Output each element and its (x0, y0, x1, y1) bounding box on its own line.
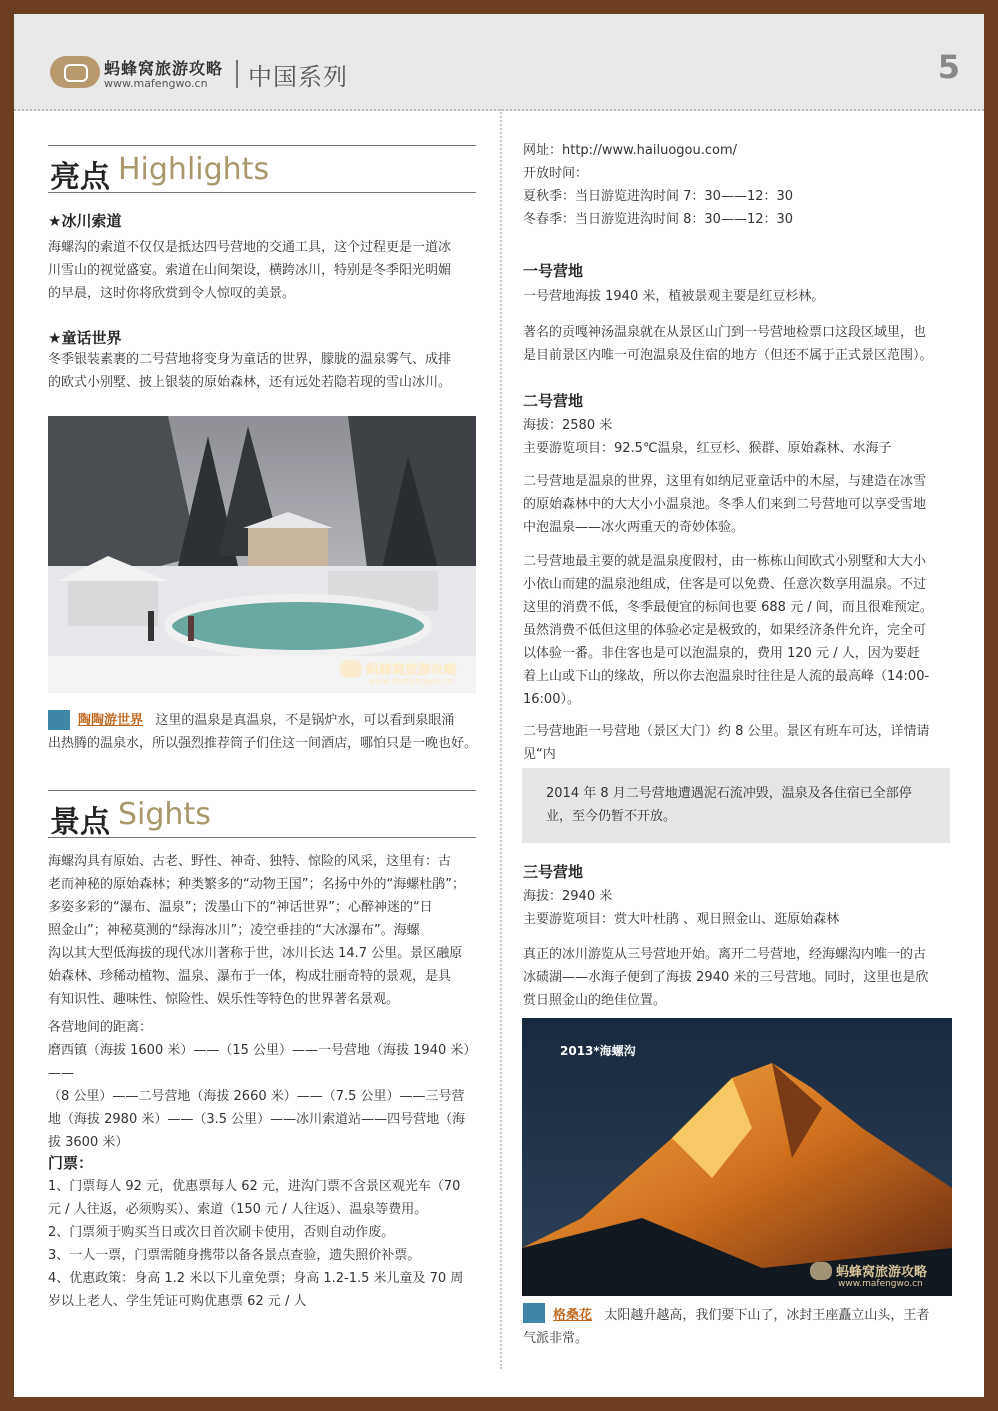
header (14, 14, 984, 111)
ticket-info: 1、门票每人 92 元，优惠票每人 62 元，进沟门票不含景区观光车（70 元 / 人往返，必须购买）、索道（150 元 / 人往返）、温泉等费用。 2、门票须于购买当日或次日首次刷卡使用，否则自动作废。 3、一人一票，门票需随身携带以备各景点查验，遗失照价补票。 4、优惠政策：身高 1.2 米以下儿童免票；身高 1.2-1.5 米儿童及 70 周 岁以上老人、学生凭证可购优惠票 62 元 / 人 (48, 1179, 464, 1309)
brand-name: 蚂蜂窝旅游攻略 (104, 59, 224, 78)
sights-intro: 海螺沟具有原始、古老、野性、神奇、独特、惊险的风采，这里有：古 老而神秘的原始森林；种类繁多的“动物王国”；名扬中外的“海螺杜鹃”； 多姿多彩的“瀑布、温泉”；泼墨山下的“神话世界”；心醉神迷的“日 照金山”；神秘莫测的“绿海冰川”；凌空垂挂的“大冰瀑布”。海螺 沟以其大型低海拔的现代冰川著称于世，冰川长达 14.7 公里。景区融原 始森林、珍稀动植物、温泉、瀑布于一体，构成壮丽奇特的景观，是具 有知识性、趣味性、惊险性、娱乐性等特色的世界著名景观。 (48, 854, 465, 1007)
caption-author-link[interactable]: 格桑花 (553, 1308, 593, 1323)
column-divider (500, 109, 502, 1369)
sights-title-en: Sights (118, 797, 211, 832)
camp-3-title: 三号营地 (523, 863, 584, 881)
highlights-title-en: Highlights (118, 152, 270, 187)
mafengwo-logo-icon (50, 56, 100, 88)
photo-watermark: 蚂蜂窝旅游攻略 (836, 1265, 928, 1280)
photo-caption-1: 陶陶游世界 这里的温泉是真温泉，不是锅炉水，可以看到泉眼涌 出热腾的温泉水，所以强烈推荐筒子们住这一间酒店，哪怕只是一晚也好。 (48, 713, 478, 751)
watermark-logo-icon (340, 660, 362, 678)
site-info: 网址：http://www.hailuogou.com/ 开放时间： 夏秋季：当日游览进沟时间 7：30——12：30 冬春季：当日游览进沟时间 8：30——12：30 (523, 143, 794, 227)
caption-author-link[interactable]: 陶陶游世界 (78, 713, 144, 728)
camp-2-title: 二号营地 (523, 392, 584, 410)
camp-1-title: 一号营地 (523, 262, 584, 280)
highlights-heading (48, 145, 476, 193)
closure-notice-text: 2014 年 8 月二号营地遭遇泥石流冲毁，温泉及各住宿已全部停 业，至今仍暂不开放。 (546, 786, 912, 824)
page-number: 5 (937, 48, 960, 86)
highlight-2-title: ★童话世界 (48, 329, 122, 347)
photo-year-label: 2013*海螺沟 (560, 1044, 636, 1058)
camp-2-desc: 二号营地是温泉的世界，这里有如纳尼亚童话中的木屋，与建造在冰雪 的原始森林中的大大小小温泉池。冬季人们来到二号营地可以享受雪地 中泡温泉——冰火两重天的奇妙体验。 (523, 474, 927, 535)
watermark-logo-icon (810, 1262, 832, 1280)
series-title: 中国系列 (248, 63, 348, 91)
golden-mountain-photo (522, 1018, 952, 1296)
camp-1-hotspring: 著名的贡嘎神汤温泉就在从景区山门到一号营地检票口这段区域里，也 是目前景区内唯一可泡温泉及住宿的地方（但还不属于正式景区范围）。 (523, 325, 933, 363)
ticket-title: 门票： (48, 1154, 94, 1172)
photo-watermark-url: www.mafengwo.cn (838, 1279, 923, 1289)
header-divider (236, 60, 238, 88)
camp-2-info: 海拔：2580 米 主要游览项目：92.5℃温泉，红豆杉、猴群、原始森林、水海子 (523, 418, 892, 456)
camp-2-transport: 二号营地距一号营地（景区大门）约 8 公里。景区有班车可达，详情请见“内 (523, 724, 930, 762)
photo-watermark: 蚂蜂窝旅游攻略 (366, 663, 458, 678)
camp-2-resort: 二号营地最主要的就是温泉度假村，由一栋栋山间欧式小别墅和大大小 小依山而建的温泉池组成，住客是可以免费、任意次数享用温泉。不过 这里的消费不低，冬季最便宜的标间也要 688 元 / 间，而且很难预定。 虽然消费不低但这里的体验必定是极致的，如果经济条件允许，完全可 以体验一番。非住客也是可以泡温泉的，费用 120 元 / 人，因为要赶 着上山或下山的缘故，所以你去泡温泉时往往是人流的最高峰（14:00- 16:00）。 (523, 554, 933, 707)
camp-1-elevation: 一号营地海拔 1940 米，植被景观主要是红豆杉林。 (523, 289, 825, 304)
highlight-1-title: ★冰川索道 (48, 212, 122, 230)
photo-watermark-url: www.mafengwo.cn (368, 677, 453, 687)
closure-notice (522, 768, 950, 843)
highlight-2-text: 冬季银装素裹的二号营地将变身为童话的世界，朦胧的温泉雾气、成排 的欧式小别墅、披上银装的原始森林，还有远处若隐若现的雪山冰川。 (48, 352, 452, 390)
highlight-1-text: 海螺沟的索道不仅仅是抵达四号营地的交通工具，这个过程更是一道冰 川雪山的视觉盛宴。索道在山间架设，横跨冰川，特别是冬季阳光明媚 的早晨，这时你将欣赏到令人惊叹的美景。 (48, 240, 452, 301)
camp-3-desc: 真正的冰川游览从三号营地开始。离开二号营地，经海螺沟内唯一的古 冰碛湖——水海子便到了海拔 2940 米的三号营地。同时，这里也是欣 赏日照金山的绝佳位置。 (523, 947, 929, 1008)
brand-url: www.mafengwo.cn (104, 77, 208, 90)
sights-heading (48, 790, 476, 838)
camp-3-info: 海拔：2940 米 主要游览项目：赏大叶杜鹃 、观日照金山、逛原始森林 (523, 889, 840, 927)
camp-distances: 各营地间的距离： 磨西镇（海拔 1600 米）——（15 公里）——一号营地（海拔 1940 米）—— （8 公里）——二号营地（海拔 2660 米）——（7.5 公里）——三号营 地（海拔 2980 米）——（3.5 公里）——冰川索道站——四号营地（海 拔 3600 米） (48, 1020, 477, 1150)
sights-title-zh: 景点 (50, 805, 110, 840)
hotspring-photo (48, 416, 476, 693)
photo-caption-2: 格桑花 太阳越升越高，我们要下山了，冰封王座矗立山头，王者 气派非常。 (523, 1308, 930, 1346)
page (14, 14, 984, 1397)
highlights-title-zh: 亮点 (50, 160, 110, 195)
